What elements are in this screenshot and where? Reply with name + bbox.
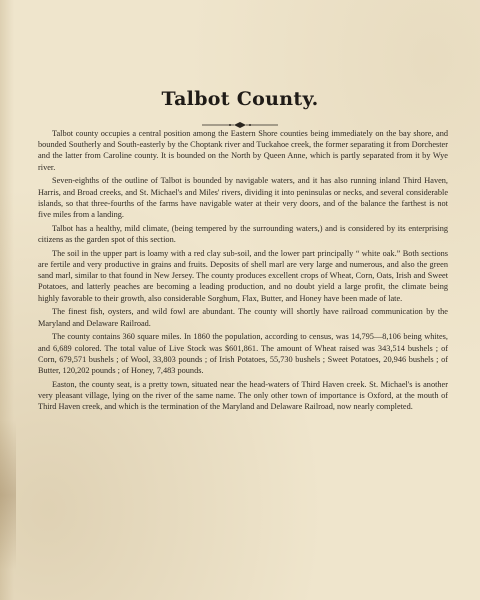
paragraph-location: Talbot county occupies a central position among the Eastern Shore counties being immediately on the bay shore, and bounded Southerly and South-easterly by the Choptank river and Tuckahoe creek, the former separating it from Dorchester and the latter from Caroline county. It is bounded on the North by Queen Anne, which is partly separated from it by Wye river.	[38, 129, 448, 172]
paragraph-climate: Talbot has a healthy, mild climate, (being tempered by the surrounding waters,) and is considered by its enterprising citizens as the garden spot of this section.	[38, 223, 448, 245]
paragraph-soil: The soil in the upper part is loamy with a red clay sub-soil, and the lower part principally “ white oak.” Both sections are fertile and very productive in grains and fruits. Deposits of shell marl are very large and numerous, and also the green sand marl, similar to that found in New Jersey. The county produces excellent crops of Wheat, Corn, Oats, Irish and Sweet Potatoes, and latterly peaches are becoming a leading production, and no doubt yield a large profit, the climate being highly favorable to their growth, also considerable Sorghum, Flax, Butter, and Honey have been made of late.	[38, 248, 448, 303]
page-title: Talbot County.	[161, 88, 319, 110]
paragraph-towns: Easton, the county seat, is a pretty town, situated near the head-waters of Third Haven creek. St. Michael's is another very pleasant village, lying on the river of the same name. The only other town of importance is Oxford, at the mouth of Third Haven creek, and which is the termination of the Maryland and Delaware Railroad, now nearly completed.	[38, 379, 448, 412]
paragraph-fish: The finest fish, oysters, and wild fowl are abundant. The county will shortly have railroad communication by the Maryland and Delaware Railroad.	[38, 307, 448, 328]
body-text	[38, 128, 448, 415]
paragraph-waters: Seven-eighths of the outline of Talbot is bounded by navigable waters, and it has also running inland Third Haven, Harris, and Broad creeks, and St. Michael's and Miles' rivers, dividing it into peninsulas or necks, and several considerable islands, so that three-fourths of the farms have navigable water at their very doors, and of the balance the farthest is not five miles from a landing.	[38, 176, 448, 220]
paper-stain	[0, 420, 16, 570]
paragraph-statistics: The county contains 360 square miles. In 1860 the population, according to census, was 14,795—8,106 being whites, and 6,689 colored. The total value of Live Stock was $601,861. The amount of Wheat raised was 343,514 bushels ; of Corn, 679,571 bushels ; of Wool, 33,803 pounds ; of Irish Potatoes, 55,730 bushels ; Sweet Potatoes, 20,946 bushels ; of Butter, 120,202 pounds ; of Honey, 7,483 pounds.	[38, 332, 448, 376]
